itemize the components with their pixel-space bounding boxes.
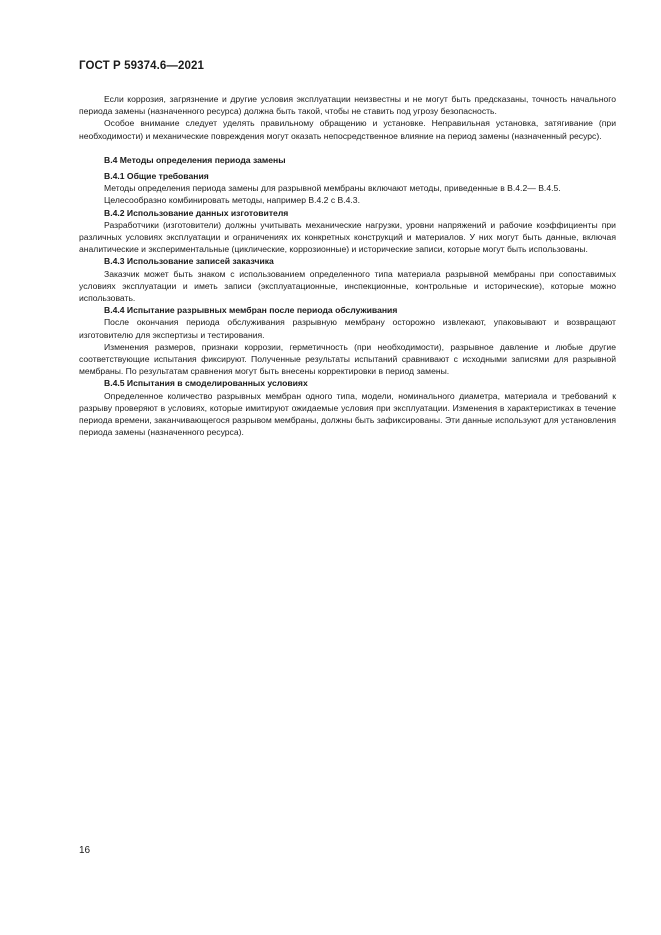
paragraph: Определенное количество разрывных мембран одного типа, модели, номинального диаметра, материала и требований к разрыву проверяют в условиях, которые имитируют ожидаемые условия при эксплуатации. Изменения в характеристиках в течение периода времени, заканчивающегося разрывом мембраны, должны быть зафиксированы. Эти данные используют для установления периода замены (назначенного ресурса). <box>79 390 616 438</box>
page-number: 16 <box>79 845 91 856</box>
section-heading: В.4 Методы определения периода замены <box>104 154 286 165</box>
subsection-heading: В.4.3 Использование записей заказчика <box>104 256 274 267</box>
subsection-heading: В.4.5 Испытания в смоделированных условиях <box>104 378 308 389</box>
subsection-heading: В.4.2 Использование данных изготовителя <box>104 207 289 218</box>
page-header: ГОСТ Р 59374.6—2021 <box>79 60 204 72</box>
paragraph: Целесообразно комбинировать методы, например В.4.2 с В.4.3. <box>104 195 360 206</box>
paragraph: После окончания периода обслуживания разрывную мембрану осторожно извлекают, упаковывают и возвращают изготовителю для экспертизы и тестирования. <box>79 317 616 340</box>
subsection-heading: В.4.1 Общие требования <box>104 171 209 182</box>
paragraph: Разработчики (изготовители) должны учитывать механические нагрузки, уровни напряжений и рабочие коэффициенты при различных условиях эксплуатации и ограничениях их конкретных конструкций и материалов. У них могут быть данные, включая аналитические и экспериментальные (циклические, коррозионные) и исторические записи, которые могут быть использованы. <box>79 219 616 255</box>
paragraph: Если коррозия, загрязнение и другие условия эксплуатации неизвестны и не могут быть предсказаны, точность начального периода замены (назначенного ресурса) должна быть такой, чтобы не ставить под угрозу безопасность. <box>79 94 616 117</box>
paragraph: Особое внимание следует уделять правильному обращению и установке. Неправильная установка, затягивание (при необходимости) и механические повреждения могут оказать непосредственное влияние на период замены (назначенный ресурс). <box>79 118 616 141</box>
paragraph: Заказчик может быть знаком с использованием определенного типа материала разрывной мембраны при сопоставимых условиях эксплуатации и иметь записи (эксплуатационные, инспекционные, контрольные и исторические), которые можно использовать. <box>79 268 616 304</box>
paragraph: Методы определения периода замены для разрывной мембраны включают методы, приведенные в В.4.2— В.4.5. <box>104 183 561 194</box>
document-body <box>79 93 616 438</box>
paragraph: Изменения размеров, признаки коррозии, герметичность (при необходимости), разрывное давление и любые другие соответствующие испытания фиксируют. Полученные результаты испытаний сравнивают с исходными записями для разрывной мембраны. По результатам сравнения могут быть внесены корректировки в период замены. <box>79 341 616 377</box>
subsection-heading: В.4.4 Испытание разрывных мембран после периода обслуживания <box>104 305 398 316</box>
